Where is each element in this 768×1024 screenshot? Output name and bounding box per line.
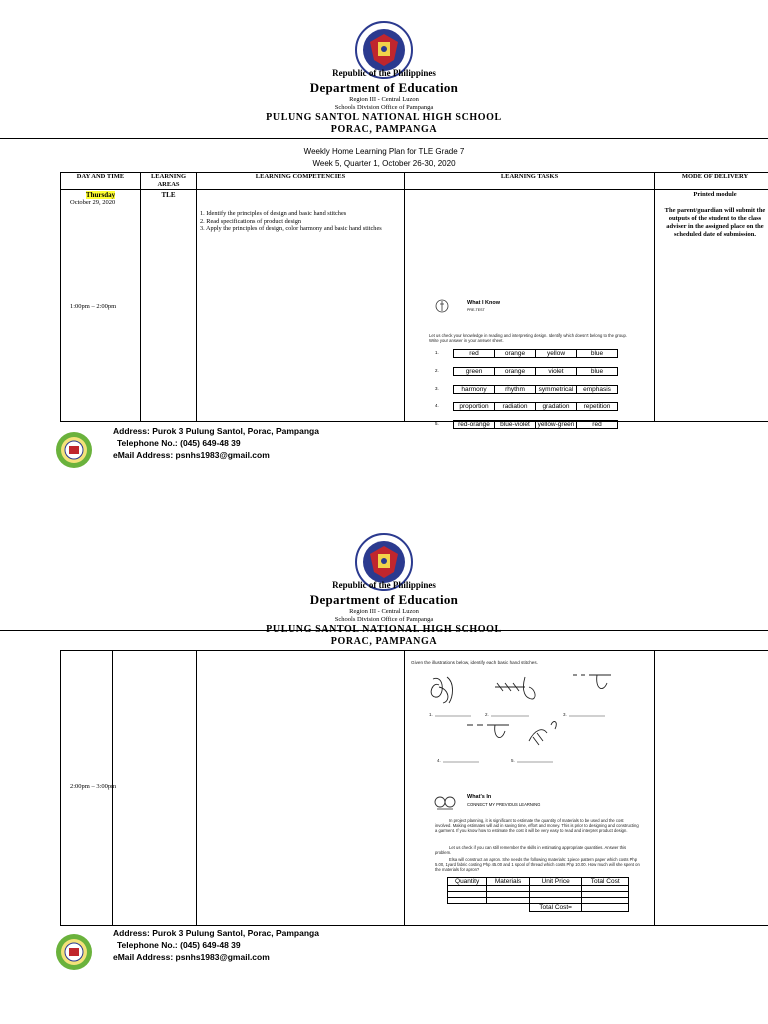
table-header-row (61, 173, 768, 190)
pretest-item-4 (453, 402, 618, 411)
learning-tasks-cell (405, 651, 655, 926)
footer-email: eMail Address: psnhs1983@gmail.com (113, 952, 270, 962)
school-logo-icon (52, 932, 96, 972)
plan-week: Week 5, Quarter 1, October 26-30, 2020 (312, 159, 456, 168)
learning-area-label: TLE (161, 191, 176, 199)
hand-stitches-illustration (425, 669, 645, 769)
page-1 (0, 0, 768, 500)
cost-col-unit-price: Unit Price (529, 878, 581, 886)
choice: emphasis (577, 386, 618, 394)
choice: blue-violet (495, 421, 536, 429)
estimate-paragraph: In project planning, it is significant to estimate the quantity of materials to be used and the cost involved. Making estimates will aid in saving time, effort and money. This is prior to designing and constructing a garment. If you know how to estimate the cost it will be very easy to read and interpret product design. (435, 818, 639, 834)
col-learning-competencies: LEARNING COMPETENCIES (197, 173, 405, 190)
header-divider (0, 138, 768, 139)
pretest-label: PRE-TEST (467, 308, 485, 312)
choice: red (454, 350, 495, 358)
region-label: Region III - Central Luzon (349, 96, 419, 103)
item-number: 2. (435, 368, 439, 373)
footer-address: Address: Purok 3 Pulung Santol, Porac, Pampanga (113, 426, 319, 436)
choice: orange (495, 350, 536, 358)
choice: green (454, 368, 495, 376)
svg-text:5.: 5. (511, 758, 515, 763)
cost-cell (448, 904, 487, 912)
department-title: Department of Education (309, 80, 459, 95)
day-time-cell (61, 651, 117, 926)
footer-telephone: Telephone No.: (045) 649-48 39 (117, 438, 241, 448)
cost-col-total-cost: Total Cost (582, 878, 629, 886)
choice: proportion (454, 403, 495, 411)
plan-title: Weekly Home Learning Plan for TLE Grade 7 (303, 147, 465, 156)
cost-table (447, 877, 629, 912)
cost-cell (487, 904, 530, 912)
mode-of-delivery-cell (655, 190, 768, 422)
division-label: Schools Division Office of Pampanga (334, 104, 434, 111)
stitch-instruction: Given the illustrations below, identify each basic hand stitches. (411, 660, 538, 665)
choice: red (577, 421, 618, 429)
cost-col-materials: Materials (487, 878, 530, 886)
svg-text:1.: 1. (429, 712, 433, 717)
page-footer (52, 928, 752, 974)
svg-text:3.: 3. (563, 712, 567, 717)
republic-label: Republic of the Philippines (332, 68, 436, 78)
problem-paragraph: Elsa will construct an apron. She needs the following materials: 1piece pattern paper which costs Php 5.00, 1yard fabric costing Php 45.00 and 1 spool of thread which costs Php 10.00. How much will she spent on the materials for apron? (435, 857, 640, 873)
choice: violet (536, 368, 577, 376)
footer-telephone: Telephone No.: (045) 649-48 39 (117, 940, 241, 950)
table-row (61, 190, 768, 422)
footer-email: eMail Address: psnhs1983@gmail.com (113, 450, 270, 460)
item-number: 5. (435, 421, 439, 426)
learning-plan-table-continued (60, 650, 768, 926)
time-slot-2: 2:00pm – 3:00pm (70, 783, 117, 790)
school-name: PULUNG SANTOL NATIONAL HIGH SCHOOL (266, 112, 502, 123)
department-title: Department of Education (309, 592, 459, 607)
what-i-know-icon (435, 298, 449, 314)
region-label: Region III - Central Luzon (349, 608, 419, 615)
competencies-cell (197, 190, 405, 422)
table-row (61, 651, 768, 926)
what-i-know-title: What I Know (467, 300, 500, 306)
republic-label: Republic of the Philippines (332, 580, 436, 590)
cost-header-row (448, 878, 629, 886)
learning-area-cell (113, 651, 197, 926)
choice: blue (577, 350, 618, 358)
choice: yellow-green (536, 421, 577, 429)
date-label: October 29, 2020 (70, 199, 116, 206)
pretest-instruction: Let us check your knowledge in reading and interpreting design. Identify which doesn't belong to the group. Write your answer in your answer sheet. (429, 333, 627, 344)
time-slot-1: 1:00pm – 2:00pm (70, 303, 117, 310)
item-number: 3. (435, 386, 439, 391)
school-logo-icon (52, 430, 96, 470)
col-learning-tasks: LEARNING TASKS (405, 173, 655, 190)
pretest-item-2 (453, 367, 618, 376)
col-learning-areas: LEARNING AREAS (141, 173, 197, 190)
school-location: PORAC, PAMPANGA (330, 636, 438, 647)
mode-title: Printed module (693, 191, 737, 198)
school-name: PULUNG SANTOL NATIONAL HIGH SCHOOL (266, 624, 502, 635)
page-footer (52, 426, 752, 472)
mode-of-delivery-cell (655, 651, 768, 926)
total-cost-label: Total Cost= (529, 904, 581, 912)
svg-text:2.: 2. (485, 712, 489, 717)
whats-in-title: What's In (467, 794, 492, 800)
footer-address: Address: Purok 3 Pulung Santol, Porac, Pampanga (113, 928, 319, 938)
school-location: PORAC, PAMPANGA (330, 124, 438, 135)
mode-text: The parent/guardian will submit the outputs of the student to the class adviser in the assigned place on the scheduled date of submission. (664, 207, 766, 238)
competency-1: 1. Identify the principles of design and basic hand stitches (200, 210, 347, 217)
svg-text:4.: 4. (437, 758, 441, 763)
check-paragraph: Let us check if you can still remember the skills in estimating appropriate quantities. Answer this problem. (435, 845, 627, 856)
pretest-item-3 (453, 385, 618, 394)
choice: harmony (454, 386, 495, 394)
cost-total-row (448, 904, 629, 912)
item-number: 1. (435, 350, 439, 355)
choice: radiation (495, 403, 536, 411)
learning-plan-table (60, 172, 768, 428)
item-number: 4. (435, 403, 439, 408)
choice: rhythm (495, 386, 536, 394)
cost-cell (582, 904, 629, 912)
learning-tasks-cell (405, 190, 655, 428)
col-day-time: DAY AND TIME (61, 173, 141, 190)
day-time-cell (61, 190, 141, 422)
learning-area-cell (141, 190, 197, 422)
competency-2: 2. Read specifications of product design (200, 217, 302, 225)
header-divider (0, 630, 768, 631)
day-label: Thursday (85, 191, 116, 199)
col-mode-of-delivery: MODE OF DELIVERY (655, 173, 768, 190)
choice: gradation (536, 403, 577, 411)
choice: red-orange (454, 421, 495, 429)
choice: yellow (536, 350, 577, 358)
competency-3: 3. Apply the principles of design, color harmony and basic hand stitches (200, 225, 382, 232)
division-label: Schools Division Office of Pampanga (334, 616, 434, 623)
competencies-cell (197, 651, 405, 926)
connect-label: CONNECT MY PREVIOUS LEARNING (467, 802, 541, 807)
choice: repetition (577, 403, 618, 411)
connect-learning-icon (433, 793, 457, 811)
cost-col-quantity: Quantity (448, 878, 487, 886)
choice: blue (577, 368, 618, 376)
choice: orange (495, 368, 536, 376)
pretest-item-1 (453, 349, 618, 358)
choice: symmetrical (536, 386, 577, 394)
